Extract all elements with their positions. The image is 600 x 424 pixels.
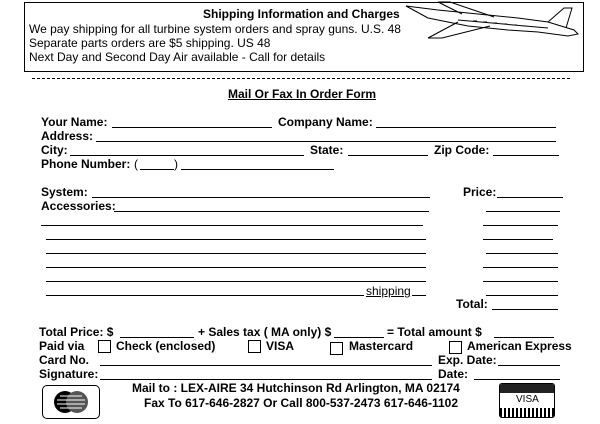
address-label: Address: xyxy=(41,129,94,143)
phone-number-field[interactable] xyxy=(181,169,334,170)
check-checkbox[interactable] xyxy=(98,340,111,353)
accessory-line[interactable] xyxy=(46,281,426,282)
accessory-line[interactable] xyxy=(46,267,426,268)
date-label: Date: xyxy=(438,367,469,381)
total-field[interactable] xyxy=(492,309,558,310)
accessory-price-line[interactable] xyxy=(483,239,553,240)
total-amount-label: = Total amount $ xyxy=(387,325,482,339)
mastercard-option-label: Mastercard xyxy=(349,339,414,353)
shipping-line-end xyxy=(412,295,426,296)
total-price-label: Total Price: $ xyxy=(39,325,114,339)
visa-logo-text: VISA xyxy=(516,394,539,405)
accessories-price-field[interactable] xyxy=(486,211,560,212)
city-field[interactable] xyxy=(70,155,304,156)
visa-checkbox[interactable] xyxy=(248,340,261,353)
accessory-line[interactable] xyxy=(46,239,426,240)
fax-to-text: Fax To 617-646-2827 Or Call 800-537-2473 617-646-1102 xyxy=(144,396,458,410)
card-no-field[interactable] xyxy=(100,365,432,366)
mastercard-checkbox[interactable] xyxy=(330,342,343,355)
your-name-label: Your Name: xyxy=(41,115,108,129)
shipping-line xyxy=(46,295,364,296)
visa-card-logo-icon xyxy=(499,383,555,418)
signature-field[interactable] xyxy=(100,379,432,380)
system-price-field[interactable] xyxy=(497,197,563,198)
phone-open-paren: ( xyxy=(134,157,138,171)
shipping-line-3: Next Day and Second Day Air available - Call for details xyxy=(29,50,326,64)
visa-option-label: VISA xyxy=(266,339,295,353)
sales-tax-label: + Sales tax ( MA only) $ xyxy=(198,325,332,339)
zip-label: Zip Code: xyxy=(434,143,490,157)
shipping-line-1: We pay shipping for all turbine system orders and spray guns. U.S. 48 xyxy=(29,22,401,36)
exp-date-label: Exp. Date: xyxy=(438,353,497,367)
shipping-price-field[interactable] xyxy=(486,295,558,296)
airplane-icon xyxy=(398,0,584,40)
total-price-field[interactable] xyxy=(120,337,194,338)
accessories-field[interactable] xyxy=(114,211,429,212)
card-no-label: Card No. xyxy=(39,353,90,367)
state-field[interactable] xyxy=(348,155,428,156)
shipping-title: Shipping Information and Charges xyxy=(203,7,400,21)
your-name-field[interactable] xyxy=(112,127,272,128)
company-name-field[interactable] xyxy=(376,127,556,128)
date-field[interactable] xyxy=(474,379,560,380)
phone-area-code-field[interactable] xyxy=(140,169,174,170)
accessory-price-line[interactable] xyxy=(486,253,558,254)
total-label: Total: xyxy=(456,297,488,311)
state-label: State: xyxy=(310,143,344,157)
accessory-price-line[interactable] xyxy=(483,281,558,282)
phone-label: Phone Number: xyxy=(41,157,131,171)
amex-option-label: American Express xyxy=(467,339,572,353)
exp-date-field[interactable] xyxy=(498,365,560,366)
accessory-price-line[interactable] xyxy=(483,225,558,226)
accessory-line[interactable] xyxy=(46,253,426,254)
city-label: City: xyxy=(41,143,68,157)
accessories-label: Accessories: xyxy=(41,199,116,213)
accessory-line[interactable] xyxy=(41,225,423,226)
dashed-separator xyxy=(32,78,570,79)
shipping-label: shipping xyxy=(366,284,411,298)
company-name-label: Company Name: xyxy=(278,115,373,129)
price-label: Price: xyxy=(463,185,497,199)
form-title: Mail Or Fax In Order Form xyxy=(228,87,377,101)
system-field[interactable] xyxy=(92,197,430,198)
mail-to-text: Mail to : LEX-AIRE 34 Hutchinson Rd Arlington, MA 02174 xyxy=(132,381,460,395)
paid-via-label: Paid via xyxy=(39,339,85,353)
check-option-label: Check (enclosed) xyxy=(116,339,216,353)
address-field[interactable] xyxy=(96,141,556,142)
shipping-line-2: Separate parts orders are $5 shipping. US 48 xyxy=(29,36,271,50)
signature-label: Signature: xyxy=(39,367,99,381)
accessory-price-line[interactable] xyxy=(483,267,558,268)
zip-field[interactable] xyxy=(493,155,559,156)
sales-tax-field[interactable] xyxy=(334,337,384,338)
mastercard-logo-icon xyxy=(42,385,100,419)
system-label: System: xyxy=(41,185,88,199)
phone-close-paren: ) xyxy=(174,157,178,171)
total-amount-field[interactable] xyxy=(494,337,554,338)
